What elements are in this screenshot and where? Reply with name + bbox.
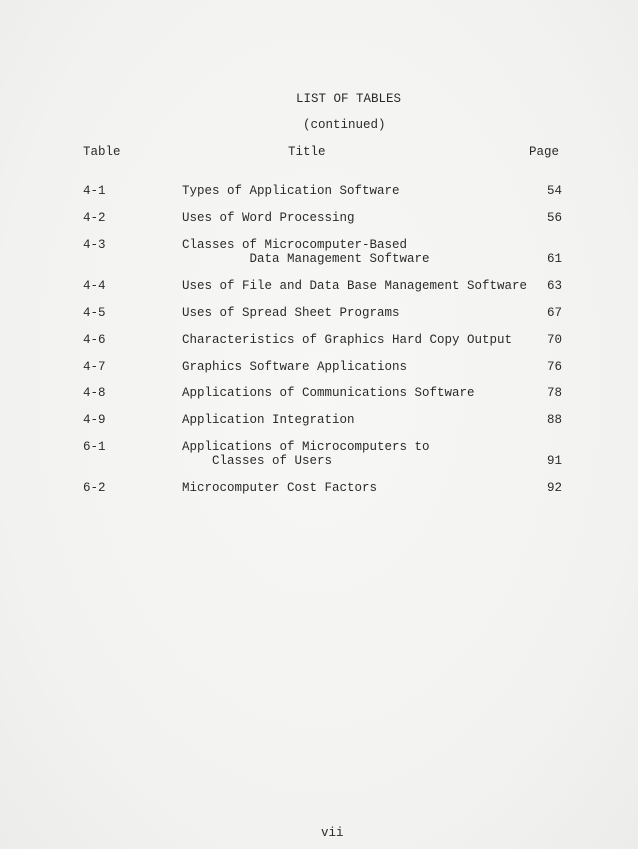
page-subtitle: (continued) xyxy=(303,118,386,132)
table-row-page: 70 xyxy=(546,333,562,347)
table-row-page: 67 xyxy=(546,306,562,320)
table-row-title: Uses of Spread Sheet Programs xyxy=(182,306,400,320)
column-header-table: Table xyxy=(83,145,121,159)
table-row-title: Characteristics of Graphics Hard Copy Output xyxy=(182,333,513,347)
table-row-title: Applications of Microcomputers to xyxy=(182,440,430,454)
table-row-number: 4-6 xyxy=(83,333,106,347)
table-row-title-continued: Classes of Users xyxy=(182,454,333,468)
page-title: LIST OF TABLES xyxy=(296,92,402,106)
table-row-number: 6-2 xyxy=(83,481,106,495)
table-row-title: Classes of Microcomputer-Based xyxy=(182,238,408,252)
table-row-number: 4-4 xyxy=(83,279,106,293)
table-row-page: 88 xyxy=(546,413,562,427)
table-row-title: Uses of File and Data Base Management Software xyxy=(182,279,528,293)
table-row-number: 4-2 xyxy=(83,211,106,225)
table-row-title: Types of Application Software xyxy=(182,184,400,198)
table-row-page: 76 xyxy=(546,360,562,374)
table-row-number: 4-1 xyxy=(83,184,106,198)
column-header-title: Title xyxy=(288,145,326,159)
page-number: vii xyxy=(321,826,344,840)
table-row-number: 4-7 xyxy=(83,360,106,374)
table-row-title: Uses of Word Processing xyxy=(182,211,355,225)
column-header-page: Page xyxy=(529,145,560,159)
table-row-page: 78 xyxy=(546,386,562,400)
table-row-number: 6-1 xyxy=(83,440,106,454)
table-row-page: 56 xyxy=(546,211,562,225)
table-row-title: Application Integration xyxy=(182,413,355,427)
table-row-number: 4-9 xyxy=(83,413,106,427)
table-row-page: 91 xyxy=(546,454,562,468)
table-row-number: 4-5 xyxy=(83,306,106,320)
table-row-page: 63 xyxy=(546,279,562,293)
table-row-page: 92 xyxy=(546,481,562,495)
table-row-title-continued: Data Management Software xyxy=(182,252,430,266)
table-row-title: Applications of Communications Software xyxy=(182,386,475,400)
table-row-number: 4-8 xyxy=(83,386,106,400)
table-row-title: Graphics Software Applications xyxy=(182,360,408,374)
table-row-page: 61 xyxy=(546,252,562,266)
table-row-page: 54 xyxy=(546,184,562,198)
table-row-number: 4-3 xyxy=(83,238,106,252)
table-row-title: Microcomputer Cost Factors xyxy=(182,481,378,495)
